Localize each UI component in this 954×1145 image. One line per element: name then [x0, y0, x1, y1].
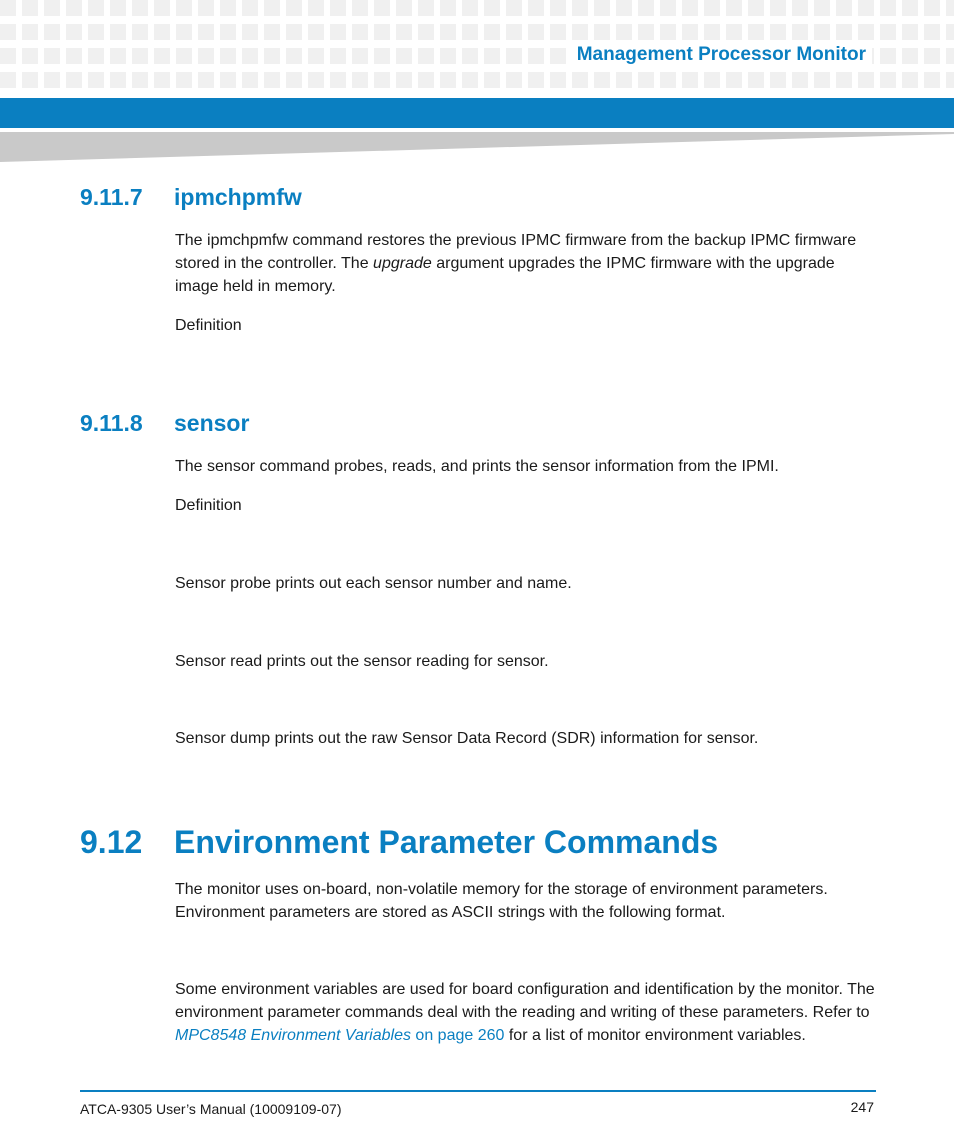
environment-variables-description: [175, 978, 880, 1047]
link-page: on page 260: [415, 1027, 505, 1044]
heading-9-11-7: [80, 184, 302, 211]
sensor-read-description: Sensor read prints out the sensor reading for sensor.: [175, 653, 549, 670]
footer-manual-title: ATCA-9305 User’s Manual (10009109-07): [80, 1101, 342, 1117]
heading-number: 9.11.7: [80, 184, 143, 210]
ipmchpmfw-description: [175, 229, 880, 298]
definition-label: Definition: [175, 497, 242, 514]
text-run: Some environment variables are used for board configuration and identification by the monitor. The environment parameter commands deal with the reading and writing of these parameters. Refer to: [175, 981, 875, 1021]
mpc8548-env-vars-link[interactable]: [175, 1027, 504, 1044]
environment-description: The monitor uses on-board, non-volatile memory for the storage of environment parameters. Environment parameters are stored as ASCII strings with the following format.: [175, 881, 828, 921]
heading-9-11-8: [80, 410, 249, 437]
heading-number: 9.11.8: [80, 410, 143, 436]
heading-title: sensor: [174, 410, 250, 436]
header-blue-bar: [0, 98, 954, 128]
footer-page-number: 247: [850, 1099, 874, 1115]
header-grey-wedge: [0, 132, 954, 162]
text-run: for a list of monitor environment variables.: [504, 1027, 806, 1044]
heading-9-12: [80, 824, 718, 861]
heading-title: Environment Parameter Commands: [174, 824, 719, 860]
footer-rule: [80, 1090, 876, 1092]
sensor-probe-description: Sensor probe prints out each sensor number and name.: [175, 575, 572, 592]
running-header-title: Management Processor Monitor: [571, 44, 872, 66]
text-run: argument upgrades the IPMC firmware with the upgrade image held in memory.: [175, 255, 835, 295]
text-run: The ipmchpmfw command restores the previous IPMC firmware from the backup IPMC firmware stored in the controller. The: [175, 232, 857, 272]
upgrade-argument: upgrade: [373, 255, 432, 272]
heading-title: ipmchpmfw: [174, 184, 302, 210]
sensor-dump-description: Sensor dump prints out the raw Sensor Data Record (SDR) information for sensor.: [175, 730, 759, 747]
heading-number: 9.12: [80, 824, 143, 860]
link-title: MPC8548 Environment Variables: [175, 1027, 411, 1044]
sensor-description: The sensor command probes, reads, and prints the sensor information from the IPMI.: [175, 458, 779, 475]
definition-label: Definition: [175, 317, 242, 334]
